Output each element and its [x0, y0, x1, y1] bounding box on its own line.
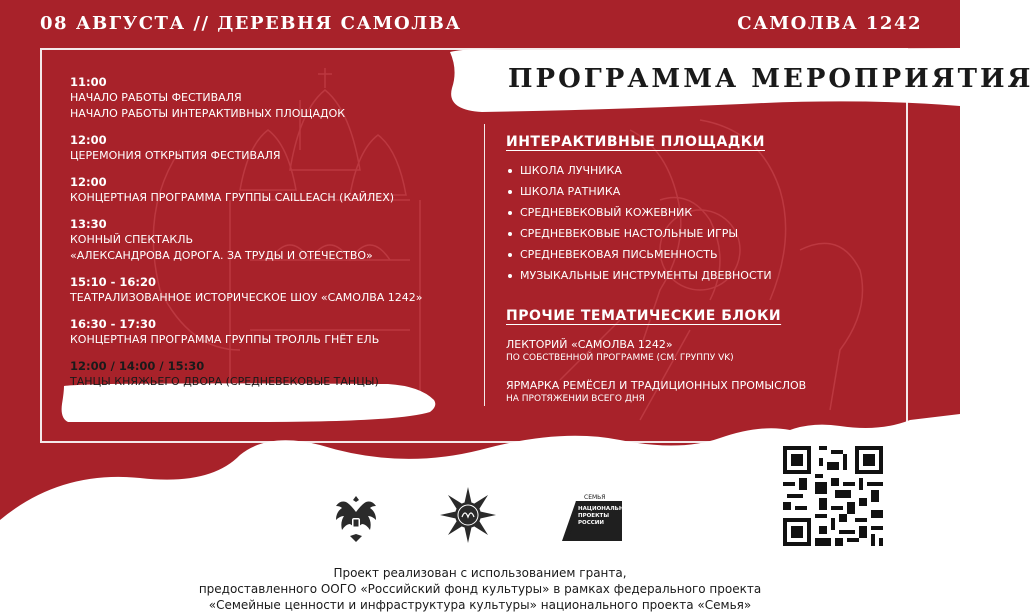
national-projects-line: РОССИИ [578, 520, 604, 526]
national-projects-line: НАЦИОНАЛЬНЫЕ [578, 506, 633, 512]
national-projects-icon [562, 493, 633, 543]
schedule-time: 13:30 [70, 217, 107, 231]
list-item-label: МУЗЫКАЛЬНЫЕ ИНСТРУМЕНТЫ ДВЕВНОСТИ [520, 269, 772, 282]
national-projects-line: ПРОЕКТЫ [578, 513, 610, 519]
schedule-text: НАЧАЛО РАБОТЫ ФЕСТИВАЛЯ [70, 91, 242, 104]
double-headed-eagle-icon [332, 490, 380, 546]
other-block-subtitle: НА ПРОТЯЖЕНИИ ВСЕГО ДНЯ [506, 394, 645, 404]
schedule-text: КОННЫЙ СПЕКТАКЛЬ [70, 233, 194, 246]
schedule-text: НАЧАЛО РАБОТЫ ИНТЕРАКТИВНЫХ ПЛОЩАДОК [70, 107, 346, 120]
schedule-text: КОНЦЕРТНАЯ ПРОГРАММА ГРУППЫ CAILLEACH (КАЙЛЕХ) [70, 191, 395, 204]
schedule-time: 12:00 [70, 133, 107, 147]
schedule-time: 11:00 [70, 75, 107, 89]
grant-line: Проект реализован с использованием гранта, [333, 566, 627, 580]
national-projects-family: СЕМЬЯ [584, 494, 606, 501]
date-location-header: 08 АВГУСТА // ДЕРЕВНЯ САМОЛВА [40, 13, 462, 34]
schedule-text: ТАНЦЫ КНЯЖЬЕГО ДВОРА (СРЕДНЕВЕКОВЫЕ ТАНЦЫ) [70, 375, 379, 388]
other-block-title: ЛЕКТОРИЙ «САМОЛВА 1242» [506, 338, 673, 351]
other-section-title: ПРОЧИЕ ТЕМАТИЧЕСКИЕ БЛОКИ [506, 308, 782, 324]
grant-notice [0, 565, 960, 613]
schedule-text: КОНЦЕРТНАЯ ПРОГРАММА ГРУППЫ ТРОЛЛЬ ГНЁТ ЕЛЬ [70, 333, 380, 346]
interactive-section-title: ИНТЕРАКТИВНЫЕ ПЛОЩАДКИ [506, 134, 765, 150]
program-title: ПРОГРАММА МЕРОПРИЯТИЯ [508, 64, 1033, 94]
other-block-title: ЯРМАРКА РЕМЁСЕЛ И ТРАДИЦИОННЫХ ПРОМЫСЛОВ [506, 379, 807, 392]
qr-code-icon [783, 446, 883, 546]
schedule-time: 15:10 - 16:20 [70, 275, 156, 289]
event-name-header: САМОЛВА 1242 [737, 13, 922, 34]
grant-line: «Семейные ценности и инфраструктура культуры» национального проекта «Семья» [208, 598, 752, 612]
list-item-label: СРЕДНЕВЕКОВЫЙ КОЖЕВНИК [520, 206, 693, 219]
national-projects-text [578, 506, 633, 527]
list-item-label: СРЕДНЕВЕКОВЫЕ НАСТОЛЬНЫЕ ИГРЫ [520, 227, 739, 240]
list-item-label: ШКОЛА РАТНИКА [520, 185, 621, 198]
other-block-subtitle: ПО СОБСТВЕННОЙ ПРОГРАММЕ (СМ. ГРУППУ VK) [506, 353, 734, 363]
list-item-label: СРЕДНЕВЕКОВАЯ ПИСЬМЕННОСТЬ [520, 248, 718, 261]
list-item-label: ШКОЛА ЛУЧНИКА [520, 164, 622, 177]
grant-line: предоставленного ООГО «Российский фонд культуры» в рамках федерального проекта [198, 582, 762, 596]
schedule-text: «АЛЕКСАНДРОВА ДОРОГА. ЗА ТРУДЫ И ОТЕЧЕСТВО» [70, 249, 373, 262]
schedule-time: 12:00 [70, 175, 107, 189]
schedule-time: 12:00 / 14:00 / 15:30 [70, 359, 205, 373]
schedule-time: 16:30 - 17:30 [70, 317, 156, 331]
schedule-text: ЦЕРЕМОНИЯ ОТКРЫТИЯ ФЕСТИВАЛЯ [70, 149, 281, 162]
schedule-text: ТЕАТРАЛИЗОВАННОЕ ИСТОРИЧЕСКОЕ ШОУ «САМОЛВА 1242» [70, 291, 423, 304]
culture-fund-star-icon [440, 487, 496, 543]
